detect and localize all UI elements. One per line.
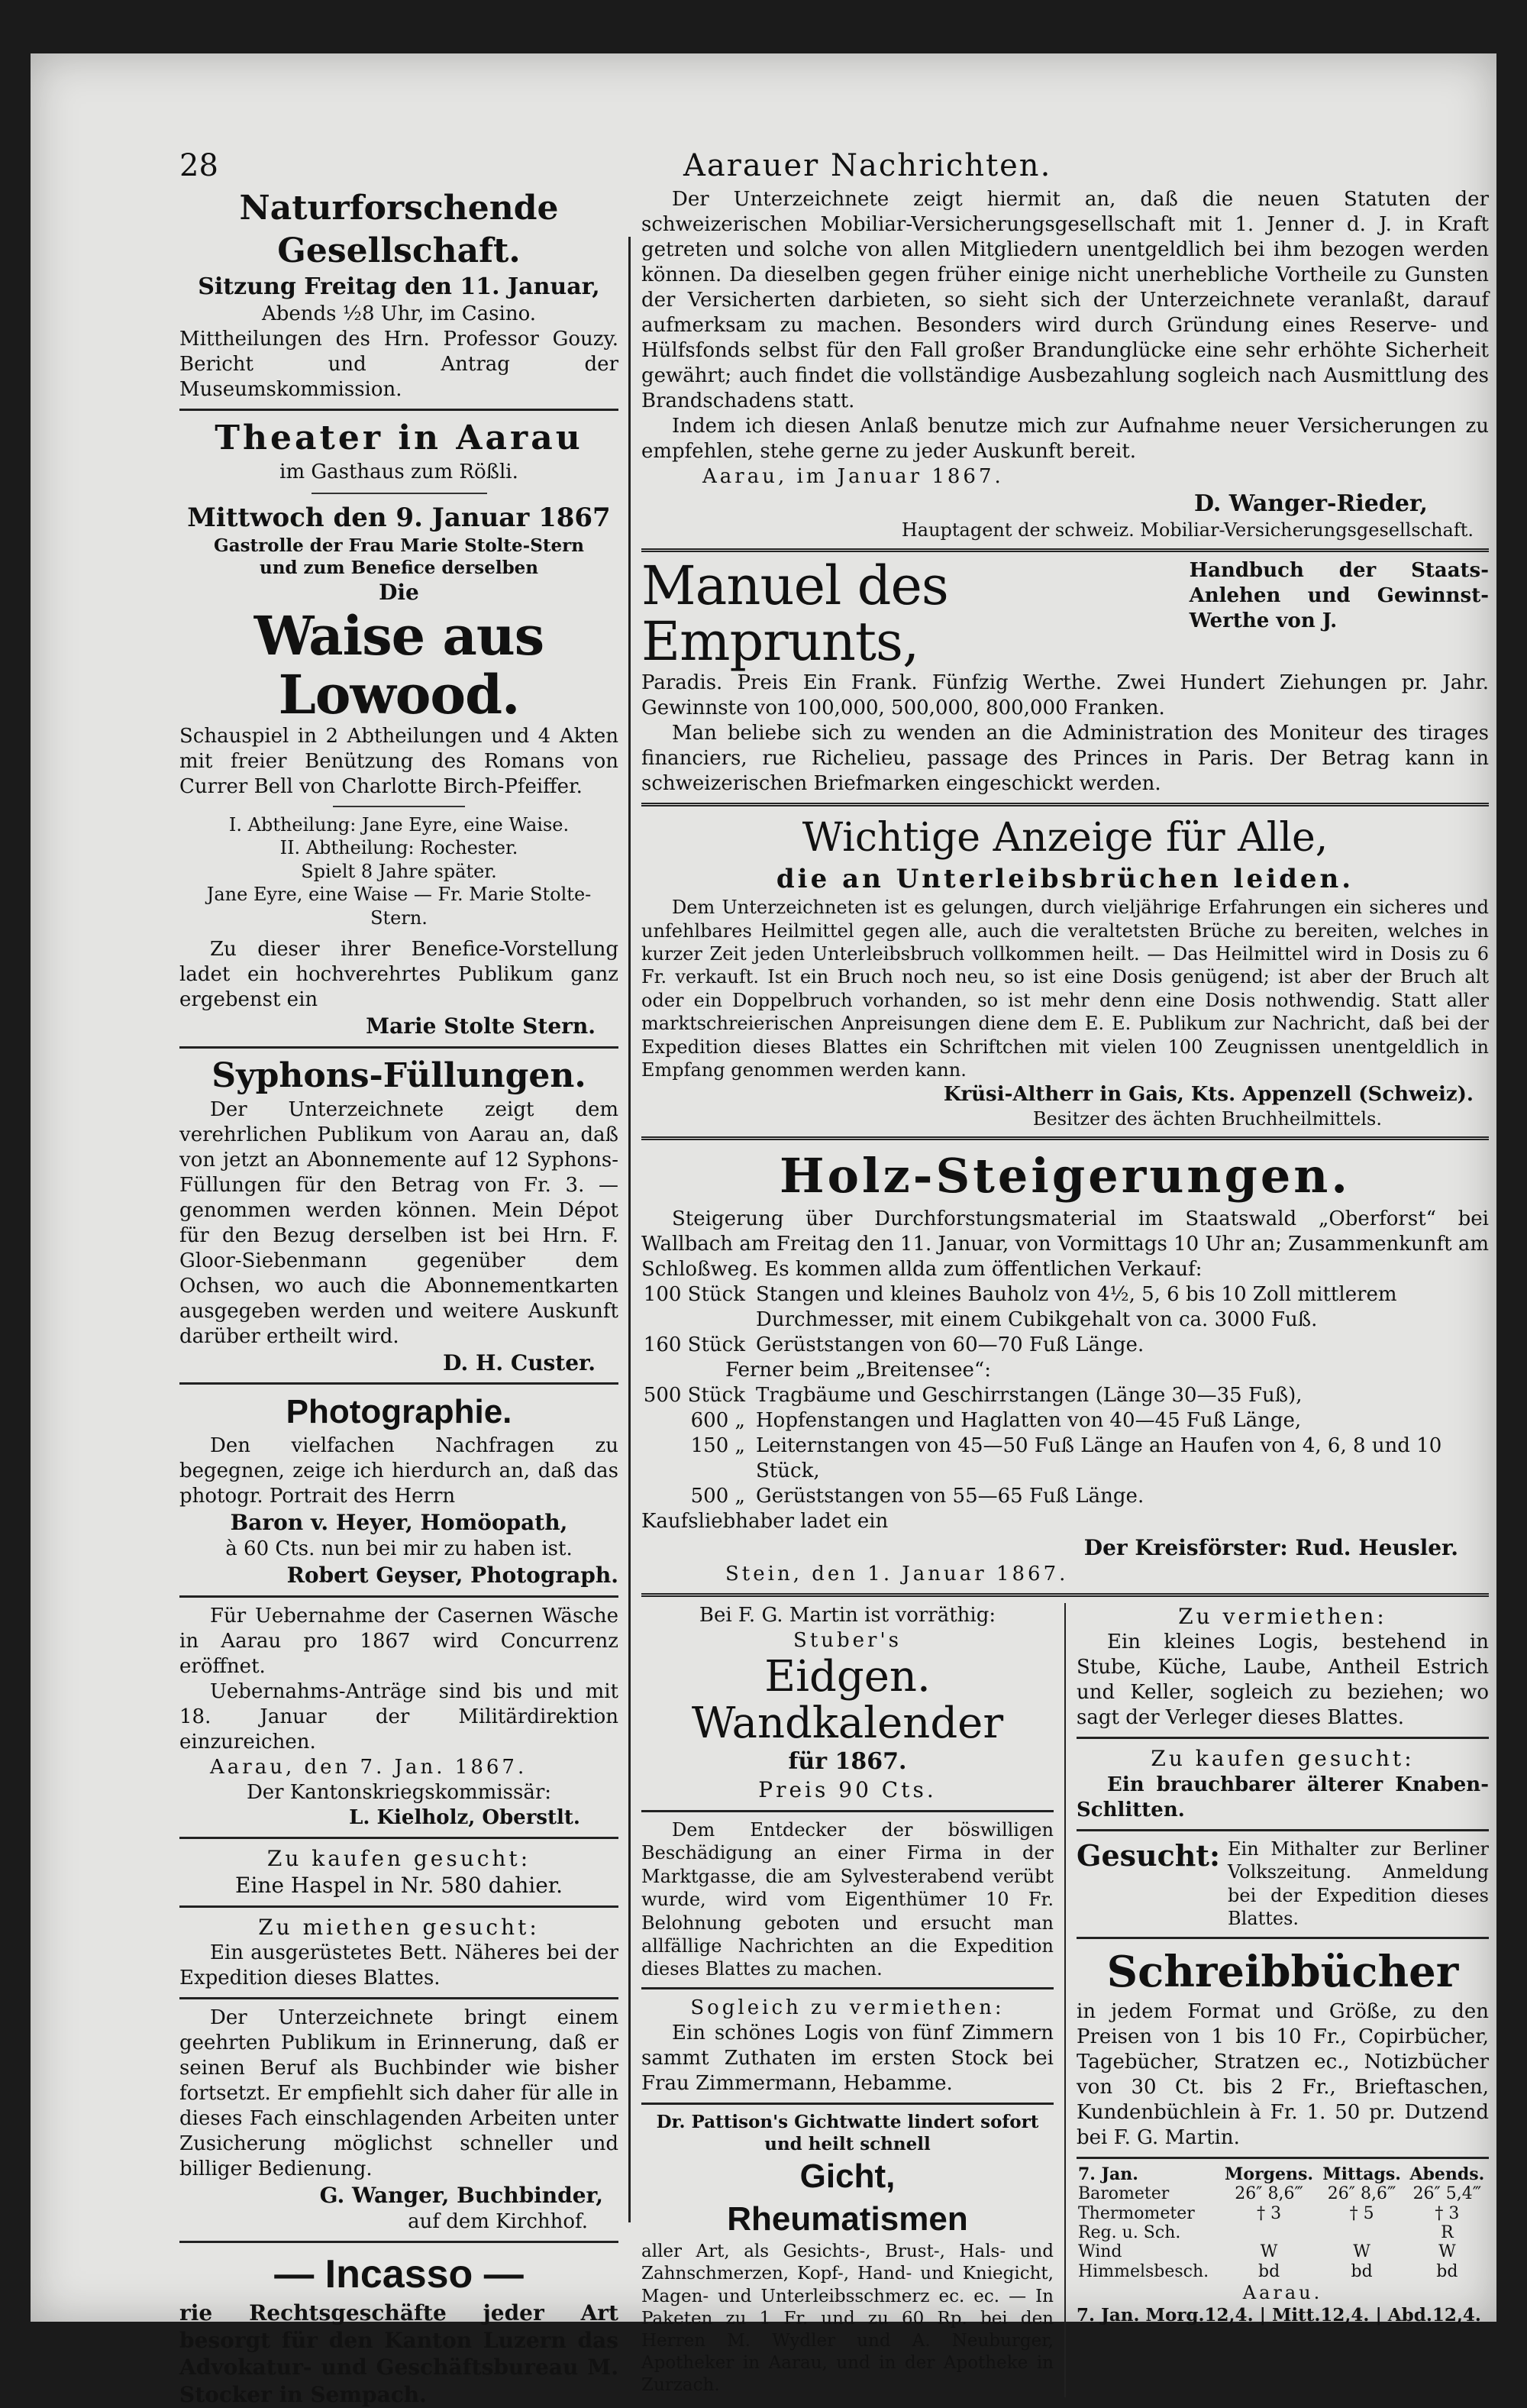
ad-casernen	[179, 1604, 618, 1831]
right-subcol-b	[1077, 1603, 1489, 2397]
ad-line: im Gasthaus zum Rößli.	[279, 460, 518, 483]
holz-quantity: 160 Stück	[643, 1333, 745, 1357]
weather-cell: Barometer	[1078, 2184, 1170, 2204]
weather-cell: Reg. u. Sch.	[1078, 2222, 1181, 2242]
ad-body: Dem Unterzeichneten ist es gelungen, durch vieljährige Erfahrungen ein sicheres und unfehlbares Heilmittel gegen alle, auch die veraltetsten Brüche zu bereiten, welches in kurzer Zeit jeden Unterleibsbruch vollkommen heilt. — Das Heilmittel wird in Dosis zu 6 Fr. verkauft. Ist ein Bruch noch neu, so ist eine Dosis genügend; ist aber der Bruch alt oder ein Doppelbruch vorhanden, so ist mehr denn eine Dosis nothwendig. Statt aller marktschreierischen Anpreisungen diene dem E. E. Publikum zur Nachricht, daß bei der Expedition dieses Blattes ein Schriftchen mit vielen 100 Zeugnissen unentgeldlich in Empfang genommen werden kann.	[641, 897, 1489, 1081]
ad-signature: Der Kreisförster: Rud. Heusler.	[1083, 1535, 1458, 1561]
ad-schreibbuecher	[1077, 1945, 1489, 2151]
ad-body: Schauspiel in 2 Abtheilungen und 4 Akten mit freier Benützung des Romans von Currer Bell von Charlotte Birch-Pfeiffer.	[179, 724, 618, 798]
holz-item	[641, 1282, 1489, 1333]
ad-line: Abends ½8 Uhr, im Casino.	[261, 302, 537, 325]
ad-line: Preis 90 Cts.	[758, 1777, 937, 1803]
ad-kalender	[641, 1603, 1054, 1804]
left-column	[179, 187, 618, 2407]
ad-body: Ein kleines Logis, bestehend in Stube, Küche, Laube, Antheil Estrich und Keller, sogleich zu beziehen; wo sagt der Verleger dieses Blattes.	[1077, 1631, 1489, 1730]
ad-title: Naturforschende Gesellschaft.	[239, 189, 559, 270]
weather-row	[1077, 2223, 1489, 2242]
ad-title: Schreibbücher	[1106, 1946, 1459, 1997]
holz-quantity: 500 Stück	[643, 1384, 745, 1408]
holz-description: Stangen und kleines Bauholz von 4½, 5, 6 bis 10 Zoll mittlerem Durchmesser, mit einem Cubikgehalt von ca. 3000 Fuß.	[756, 1283, 1397, 1332]
ad-syphons	[179, 1055, 618, 1377]
ad-haspel	[179, 1845, 618, 1899]
weather-cell: W	[1438, 2242, 1456, 2262]
ad-line: für 1867.	[788, 1747, 907, 1775]
ad-line: Die	[379, 580, 419, 606]
ad-line: Sitzung Freitag den 11. Januar,	[198, 273, 600, 300]
right-subcolumns	[641, 1603, 1489, 2397]
right-subcol-a	[641, 1603, 1054, 2397]
holz-item	[641, 1383, 1489, 1408]
ad-body: aller Art, als Gesichts-, Brust-, Hals- und Zahnschmerzen, Kopf-, Hand- und Kniegicht, Magen- und Unterleibsschmerz ec. ec. — In Paketen zu 1 Fr. und zu 60 Rp. bei den Herren M. Wydler und A. Neuburger, Apotheker in Aarau, und in der Apotheke in Zurzach.	[641, 2242, 1054, 2396]
ad-signature: D. H. Custer.	[443, 1349, 596, 1375]
subcolumn-rule	[1064, 1603, 1066, 2397]
ad-bett	[179, 1914, 618, 1992]
weather-cell: W	[1353, 2242, 1370, 2262]
ad-body: rie Rechtsgeschäfte jeder Art besorgt für den Kanton Luzern das Advokatur- und Geschäftsbureau M. Stocker in Sempach.	[179, 2300, 618, 2407]
ad-line: Hauptagent der schweiz. Mobiliar-Versicherungsgesellschaft.	[901, 519, 1474, 541]
ad-title: — Incasso —	[274, 2252, 524, 2296]
ad-manuel	[641, 554, 1489, 797]
holz-item	[641, 1433, 1489, 1484]
ad-title: Zu kaufen gesucht:	[266, 1845, 531, 1871]
weather-header-cell: Abends.	[1409, 2164, 1485, 2185]
ad-line: Stuber's	[793, 1628, 902, 1652]
ad-versicherung	[641, 187, 1489, 542]
ad-sub: die an Unterleibsbrüchen leiden.	[776, 863, 1354, 894]
ad-holz	[641, 1146, 1489, 1587]
page-number: 28	[179, 148, 218, 183]
holz-description: Gerüststangen von 60—70 Fuß Länge.	[756, 1333, 1144, 1357]
ad-play-title: Waise aus Lowood.	[253, 603, 544, 726]
ad-gicht	[641, 2111, 1054, 2397]
weather-row	[1077, 2204, 1489, 2223]
ad-buchbinder	[179, 2006, 618, 2235]
ad-body: Mittheilungen des Hrn. Professor Gouzy. Bericht und Antrag der Museumskommission.	[179, 327, 618, 401]
page-header	[179, 147, 1428, 192]
ad-title: Photographie.	[286, 1393, 512, 1431]
ad-line: Gastrolle der Frau Marie Stolte-Stern	[214, 535, 584, 556]
ad-title: Syphons-Füllungen.	[211, 1055, 586, 1095]
weather-table	[1077, 2165, 1489, 2326]
ad-gesucht	[1077, 1838, 1489, 1931]
right-column	[641, 187, 1489, 2396]
weather-place: Aarau.	[1242, 2281, 1323, 2303]
ad-body: Der Unterzeichnete bringt einem geehrten Publikum in Erinnerung, daß er seinen Beruf als Buchbinder wie bisher fortsetzt. Er empfiehlt sich daher für alle in dieses Fach einschlagenden Arbeiten unter Zusicherung möglichst schneller und billiger Bedienung.	[179, 2006, 618, 2181]
weather-cell: 26″ 8,6‴	[1235, 2184, 1303, 2204]
holz-quantity: 500 „	[690, 1485, 745, 1508]
ad-date: Aarau, im Januar 1867.	[702, 465, 1004, 489]
holz-item	[641, 1408, 1489, 1433]
ad-vermiethen	[1077, 1603, 1489, 1731]
weather-cell: Wind	[1078, 2242, 1122, 2262]
ad-body: Der Unterzeichnete zeigt hiermit an, daß die neuen Statuten der schweizerischen Mobiliar-Versicherungsgesellschaft mit 1. Jenner d. J. in Kraft getreten und solche von allen Mitgliedern unentgeldlich bei ihm bezogen werden können. Da dieselben gegen früher einige nicht unerhebliche Vortheile zu Gunsten der Versicherten darbieten, so sieht sich der Unterzeichnete veranlaßt, darauf aufmerksam zu machen. Besonders wird durch Gründung eines Reserve- und Hülfsfonds selbst für den Fall großer Brandunglücke eine sehr erhöhte Sicherheit gewährt; auch findet die vollständige Ausbezahlung sogleich nach Ausmittlung des Brandschadens statt.	[641, 188, 1489, 413]
weather-cell: † 5	[1349, 2203, 1374, 2223]
ad-line: Der Kantonskriegskommissär:	[246, 1780, 552, 1804]
ad-body: Zu dieser ihrer Benefice-Vorstellung ladet ein hochverehrtes Publikum ganz ergebenst ein	[179, 938, 618, 1012]
running-title: Aarauer Nachrichten.	[683, 148, 1052, 183]
ad-date: Mittwoch den 9. Januar 1867	[187, 502, 611, 533]
weather-cell: bd	[1436, 2261, 1458, 2281]
ad-body: Paradis. Preis Ein Frank. Fünfzig Werthe. Zwei Hundert Ziehungen pr. Jahr. Gewinnste von 100,000, 500,000, 800,000 Franken.	[641, 671, 1489, 719]
ad-photographie	[179, 1391, 618, 1589]
weather-header-cell: Mittags.	[1322, 2164, 1401, 2185]
ad-body: Eine Haspel in Nr. 580 dahier.	[235, 1873, 563, 1899]
ad-body: Der Unterzeichnete zeigt dem verehrlichen Publikum von Aarau an, daß von jetzt an Abonnemente auf 12 Syphons-Füllungen für den Betrag von Fr. 3. — genommen werden können. Mein Dépot für den Bezug derselben ist bei Hrn. F. Gloor-Siebenmann gegenüber dem Ochsen, wo auch die Abonnementkarten ausgegeben werden und weitere Auskunft darüber ertheilt wird.	[179, 1097, 618, 1348]
ad-body: Ein Mithalter zur Berliner Volkszeitung. Anmeldung bei der Expedition dieses Blattes.	[1228, 1838, 1489, 1930]
ad-title: Zu kaufen gesucht:	[1151, 1746, 1415, 1772]
ad-line: Baron v. Heyer, Homöopath,	[230, 1510, 568, 1536]
ad-incasso	[179, 2249, 618, 2408]
weather-header-cell: Morgens.	[1225, 2164, 1314, 2185]
ad-signature: D. Wanger-Rieder,	[1193, 490, 1428, 518]
ad-line: Dr. Pattison's Gichtwatte lindert sofort und heilt schnell	[656, 2111, 1039, 2155]
ad-signature: Marie Stolte Stern.	[366, 1013, 596, 1039]
holz-list	[641, 1282, 1489, 1358]
ad-signature: G. Wanger, Buchbinder,	[319, 2183, 603, 2209]
ad-body: Für Uebernahme der Casernen Wäsche in Aarau pro 1867 wird Concurrenz eröffnet.	[179, 1604, 618, 1678]
holz-description: Hopfenstangen und Haglatten von 40—45 Fuß Länge,	[756, 1409, 1302, 1433]
column-rule	[628, 237, 631, 2222]
weather-header-cell: 7. Jan.	[1078, 2164, 1138, 2185]
ad-bruch	[641, 813, 1489, 1130]
ad-line: Jane Eyre, eine Waise — Fr. Marie Stolte-Stern.	[206, 884, 592, 929]
weather-cell: Thermometer	[1078, 2203, 1195, 2223]
ad-signature: L. Kielholz, Oberstlt.	[349, 1805, 580, 1829]
holz-quantity: 600 „	[690, 1409, 745, 1433]
weather-cell	[1318, 2223, 1405, 2242]
ad-date: Aarau, den 7. Jan. 1867.	[210, 1755, 528, 1779]
ad-title: Holz-Steigerungen.	[780, 1148, 1351, 1204]
ad-date: Stein, den 1. Januar 1867.	[725, 1562, 1069, 1585]
ad-line: Besitzer des ächten Bruchheilmittels.	[1032, 1107, 1382, 1130]
ad-line: Spielt 8 Jahre später.	[301, 860, 497, 882]
ad-body: Den vielfachen Nachfragen zu begegnen, zeige ich hierdurch an, daß das photogr. Portrait des Herrn	[179, 1434, 618, 1508]
holz-list	[641, 1383, 1489, 1509]
ad-naturforschende	[179, 187, 618, 402]
ad-title: Sogleich zu vermiethen:	[690, 1996, 1005, 2019]
weather-cell: W	[1260, 2242, 1278, 2262]
weather-row	[1077, 2242, 1489, 2261]
weather-footer: 7. Jan. Morg.12,4. | Mitt.12,4. | Abd.12,4.	[1077, 2305, 1481, 2326]
ad-line: Ferner beim „Breitensee“:	[725, 1359, 991, 1382]
ad-body: Uebernahms-Anträge sind bis und mit 18. Januar der Militärdirektion einzureichen.	[179, 1679, 618, 1753]
ad-sub: Handbuch der Staats-Anlehen und Gewinnst-Werthe von J.	[1189, 558, 1489, 632]
ad-title: Eidgen. Wandkalender	[691, 1651, 1004, 1749]
ad-logis-fuenf	[641, 1996, 1054, 2096]
ad-body: Ein schönes Logis von fünf Zimmern sammt Zuthaten im ersten Stock bei Frau Zimmermann, Hebamme.	[641, 2021, 1054, 2095]
holz-description: Tragbäume und Geschirrstangen (Länge 30—35 Fuß),	[756, 1384, 1303, 1408]
ad-title: Zu miethen gesucht:	[258, 1914, 540, 1940]
weather-cell: 26″ 5,4‴	[1412, 2184, 1482, 2204]
weather-cell: Himmelsbesch.	[1078, 2261, 1209, 2281]
weather-cell	[1220, 2223, 1319, 2242]
weather-cell: bd	[1257, 2261, 1280, 2281]
ad-line: und zum Benefice derselben	[259, 558, 539, 579]
weather-row	[1077, 2262, 1489, 2281]
ad-title: Wichtige Anzeige für Alle,	[802, 814, 1328, 861]
ad-theater	[179, 417, 618, 1040]
newspaper-page	[31, 53, 1496, 2407]
ad-line: Kaufsliebhaber ladet ein	[641, 1510, 889, 1534]
weather-cell: † 3	[1257, 2203, 1282, 2223]
ad-body: in jedem Format und Größe, zu den Preisen von 1 bis 10 Fr., Copirbücher, Tagebücher, Stratzen ec., Notizbücher von 30 Ct. bis 2 Fr., Brieftaschen, Kundenbüchlein à Fr. 1. 50 pr. Dutzend bei F. G. Martin.	[1077, 1999, 1489, 2150]
ad-title: Rheumatismen	[727, 2200, 968, 2238]
ad-title: Zu vermiethen:	[1178, 1603, 1387, 1629]
ad-body: Ein brauchbarer älterer Knaben-Schlitten.	[1077, 1773, 1489, 1821]
ad-body: Indem ich diesen Anlaß benutze mich zur Aufnahme neuer Versicherungen zu empfehlen, stehe gerne zu jeder Auskunft bereit.	[641, 415, 1489, 464]
weather-row	[1077, 2184, 1489, 2203]
ad-schlitten	[1077, 1745, 1489, 1823]
holz-item	[641, 1484, 1489, 1509]
ad-title: Gesucht:	[1077, 1838, 1220, 1873]
ad-line: II. Abtheilung: Rochester.	[279, 837, 518, 859]
ad-title: Theater in Aarau	[215, 418, 583, 457]
ad-signature: Robert Geyser, Photograph.	[286, 1562, 618, 1588]
ad-title: Gicht,	[799, 2158, 896, 2196]
holz-item	[641, 1333, 1489, 1358]
ad-line: Bei F. G. Martin ist vorräthig:	[699, 1603, 996, 1627]
ad-body: Ein ausgerüstetes Bett. Näheres bei der Expedition dieses Blattes.	[179, 1941, 618, 1990]
ad-body: Man beliebe sich zu wenden an die Administration des Moniteur des tirages financiers, rue Richelieu, passage des Princes in Paris. Der Betrag kann in schweizerischen Briefmarken eingeschickt werden.	[641, 721, 1489, 795]
ad-belohnung	[641, 1818, 1054, 1981]
weather-cell: R	[1441, 2222, 1454, 2242]
ad-line: I. Abtheilung: Jane Eyre, eine Waise.	[228, 813, 570, 836]
ad-signature: Krüsi-Altherr in Gais, Kts. Appenzell (Schweiz).	[943, 1082, 1474, 1106]
ad-title: Manuel des Emprunts,	[641, 554, 948, 674]
holz-description: Leiternstangen von 45—50 Fuß Länge an Haufen von 4, 6, 8 und 10 Stück,	[756, 1434, 1442, 1483]
weather-cell: 26″ 8,6‴	[1327, 2184, 1396, 2204]
ad-line: à 60 Cts. nun bei mir zu haben ist.	[225, 1537, 573, 1560]
holz-description: Gerüststangen von 55—65 Fuß Länge.	[756, 1485, 1144, 1508]
holz-quantity: 150 „	[690, 1434, 745, 1458]
ad-body: Steigerung über Durchforstungsmaterial im Staatswald „Oberforst“ bei Wallbach am Freitag den 11. Januar, von Vormittags 10 Uhr an; Zusammenkunft am Schloßweg. Es kommen allda zum öffentlichen Verkauf:	[641, 1207, 1489, 1282]
weather-cell: bd	[1351, 2261, 1373, 2281]
holz-quantity: 100 Stück	[643, 1283, 745, 1307]
weather-cell: † 3	[1435, 2203, 1460, 2223]
ad-signature: auf dem Kirchhof.	[408, 2209, 588, 2233]
ad-body: Dem Entdecker der böswilligen Beschädigung an einer Firma in der Marktgasse, die am Sylvesterabend verübt wurde, wird vom Eigenthümer 10 Fr. Belohnung geboten und ersucht man allfällige Nachrichten an die Expedition dieses Blattes zu machen.	[641, 1818, 1054, 1980]
